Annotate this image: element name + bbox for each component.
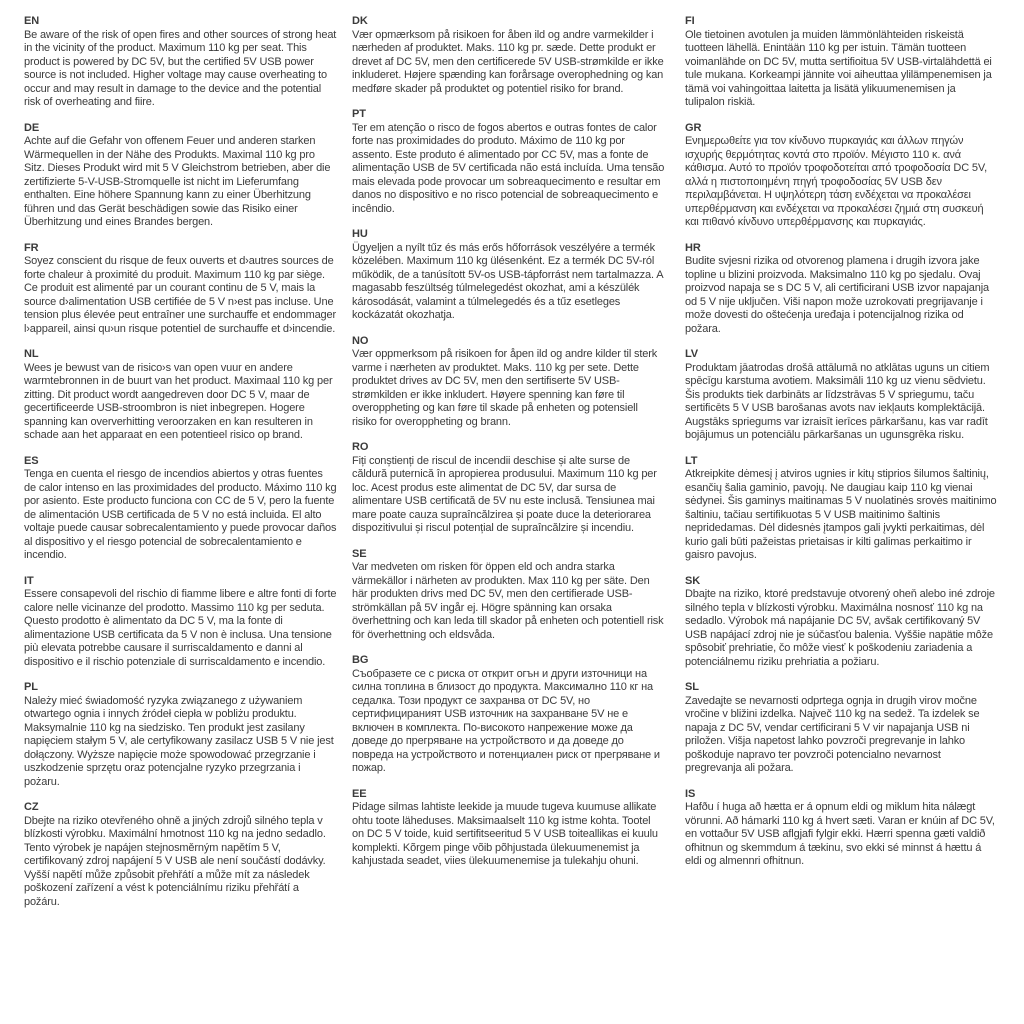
language-section-cz xyxy=(24,801,337,909)
language-code-heading: EE xyxy=(352,787,367,800)
language-section-ro xyxy=(352,441,665,536)
warning-text: Ενημερωθείτε για τον κίνδυνο πυρκαγιάς και άλλων πηγών ισχυρής θερμότητας κοντά στο προϊόν. Μέγιστο 110 κ. ανά κάθισμα. Αυτό το προϊόν τροφοδοτείται από τροφοδοσία DC 5V, αλλά η πιστοποιημένη πηγή τροφοδοσίας 5V USB δεν περιλαμβάνεται. Η υψηλότερη τάση ενδέχεται να προκαλέσει υπερθέρμανση και ενδέχεται να προκαλέσει ζημιά στη συσκευή και πιθανό κίνδυνο υπερθέρμανσης και πυρκαγιάς. xyxy=(685,135,987,228)
language-code-heading: DK xyxy=(352,15,368,27)
warning-text: Съобразете се с риска от открит огън и други източници на силна топлина в близост до продукта. Максимално 110 кг на седалка. Този продукт се захранва от DC 5V, но сертифицираният USB източник на захранване 5V не е включен в комплекта. По-високото напрежение може да доведе до прегряване на устройството и да доведе до повреда на устройството и потенциален риск от прегряване и пожар. xyxy=(352,667,660,774)
language-code-heading: EN xyxy=(24,15,40,27)
language-section-bg xyxy=(352,654,665,776)
language-code-heading: LV xyxy=(685,348,699,360)
language-section-hu xyxy=(352,228,665,323)
language-code-heading: ES xyxy=(24,454,39,467)
language-section-es xyxy=(24,455,337,563)
language-code-heading: DE xyxy=(24,121,40,134)
language-code-heading: FR xyxy=(24,241,39,254)
language-code-heading: IT xyxy=(24,574,34,587)
language-section-pt xyxy=(352,108,665,216)
language-code-heading: SL xyxy=(685,681,699,693)
warning-text: Pidage silmas lahtiste leekide ja muude tugeva kuumuse allikate ohtu toote läheduses. Maksimaalselt 110 kg istme kohta. Tootel on DC 5 V toide, kuid sertifitseeritud 5 V USB toiteallikas ei kuulu komplekti. Kõrgem pinge võib põhjustada ülekuumenemist ja kahjustada seadet, viies ülekuumenemise ja tulekahju ohuni. xyxy=(352,801,658,867)
warning-text: Essere consapevoli del rischio di fiamme libere e altre fonti di forte calore nelle vicinanze del prodotto. Massimo 110 kg per seduta. Questo prodotto è alimentato da DC 5 V, ma la fonte di alimentazione USB certificata da 5 V non è inclusa. Una tensione più elevata potrebbe causare il surriscaldamento e danni al dispositivo e il rischio potenziale di surriscaldamento e incendio. xyxy=(24,588,337,668)
warning-text: Ole tietoinen avotulen ja muiden lämmönlähteiden riskeistä tuotteen lähellä. Enintään 110 kg per istuin. Tämän tuotteen voimanlähde on DC 5V, mutta sertifioitua 5V USB-virtalähdettä ei tule mukana. Korkeampi jännite voi aiheuttaa ylilämpenemisen ja tämä voi vahingoittaa laitetta ja lisätä ylikuumenemisen ja tulipalon riskiä. xyxy=(685,28,992,108)
warning-text: Be aware of the risk of open fires and other sources of strong heat in the vicinity of the product. Maximum 110 kg per seat. This product is powered by DC 5V, but the certified 5V USB power source is not included. Higher voltage may cause overheating to occur and may result in damage to the device and the potential risk of overheating and fiire. xyxy=(24,28,337,108)
language-section-lt xyxy=(685,455,998,563)
language-code-heading: BG xyxy=(352,654,369,666)
language-section-se xyxy=(352,548,665,643)
language-section-lv xyxy=(685,348,998,443)
language-code-heading: HU xyxy=(352,228,368,240)
language-code-heading: FI xyxy=(685,15,695,27)
warning-text: Fiți conștienți de riscul de incendii deschise și alte surse de căldură puternică în apropierea produsului. Maximum 110 kg per loc. Acest produs este alimentat de DC 5V, dar sursa de alimentare USB certificată de 5V nu este inclusă. Tensiunea mai mare poate cauza supraîncălzirea și poate duce la deteriorarea dispozitivului și riscul potențial de supraîncălzire și incendiu. xyxy=(352,454,657,534)
language-section-fr xyxy=(24,242,337,337)
language-section-ee xyxy=(352,788,665,869)
warning-text: Atkreipkite dėmesį į atviros ugnies ir kitų stiprios šilumos šaltinių, esančių šalia gaminio, pavojų. Ne daugiau kaip 110 kg vienai sėdynei. Šis gaminys maitinamas 5 V nuolatinės srovės maitinimo šaltiniu, tačiau sertifikuotas 5 V USB maitinimo šaltinis nepridedamas. Dėl didesnės įtampos gali įvykti perkaitimas, dėl kurio gali būti pažeistas prietaisas ir kilti galimas perkaitimo ir gaisro pavojus. xyxy=(685,468,997,561)
language-code-heading: PT xyxy=(352,108,366,120)
language-code-heading: RO xyxy=(352,441,369,453)
language-section-fi xyxy=(685,15,998,110)
warning-text: Vær opmærksom på risikoen for åben ild og andre varmekilder i nærheden af produktet. Maks. 110 kg pr. sæde. Dette produkt er drevet af DC 5V, men den certificerede 5V USB-strømkilde er ikke inkluderet. Højere spænding kan forårsage overophedning og kan medføre skader på produktet og potentiel risiko for brand. xyxy=(352,28,664,95)
warning-text: Dbejte na riziko otevřeného ohně a jiných zdrojů silného tepla v blízkosti výrobku. Maximální hmotnost 110 kg na jedno sedadlo. Tento výrobek je napájen stejnosměrným napětím 5 V, certifikovaný zdroj napájení 5 V USB ale není součástí dodávky. Vyšší napětí může způsobit přehřátí a může mít za následek poškození zařízení a vést k potenciálnímu riziku přehřátí a požáru. xyxy=(24,814,326,908)
warning-text: Należy mieć świadomość ryzyka związanego z używaniem otwartego ognia i innych źródeł ciepła w pobliżu produktu. Maksymalnie 110 kg na siedzisko. Ten produkt jest zasilany napięciem stałym 5 V, ale certyfikowany zasilacz USB 5 V nie jest dołączony. Wyższe napięcie może spowodować przegrzanie i uszkodzenie sprzętu oraz potencjalne ryzyko przegrzania i pożaru. xyxy=(24,694,334,788)
language-code-heading: SK xyxy=(685,574,701,587)
warning-text: Ügyeljen a nyílt tűz és más erős hőforrások veszélyére a termék közelében. Maximum 110 kg ülésenként. Ez a termék DC 5V-ról működik, de a tanúsított 5V-os USB-tápforrást nem tartalmazza. A magasabb feszültség túlmelegedést okozhat, ami a készülék károsodását, valamint a túlmelegedés és a tűz esetleges kockázatát okozhatja. xyxy=(352,241,663,321)
warning-text: Produktam jāatrodas drošā attālumā no atklātas uguns un citiem spēcīgu karstuma avotiem. Maksimāli 110 kg uz vienu sēdvietu. Šis produkts tiek darbināts ar līdzstrāvas 5 V spriegumu, taču sertificēts 5 V USB barošanas avots nav iekļauts komplektācijā. Augstāks spriegums var izraisīt ierīces pārkaršanu, kas var radīt bojājumus un potenciālu pārkaršanas un ugunsgrēka risku. xyxy=(685,361,990,441)
language-code-heading: HR xyxy=(685,241,701,254)
language-section-it xyxy=(24,575,337,670)
language-code-heading: PL xyxy=(24,681,38,693)
text-column-2 xyxy=(352,15,665,881)
warning-text: Soyez conscient du risque de feux ouverts et d›autres sources de forte chaleur à proximité du produit. Maximum 110 kg par siège. Ce produit est alimenté par un courant continu de 5 V, mais la source d›alimentation USB certifiée de 5 V n›est pas incluse. Une tension plus élevée peut entraîner une surchauffe et endommager l›appareil, ainsi qu›un risque potentiel de surchauffe et d›incendie. xyxy=(24,255,337,335)
language-section-pl xyxy=(24,681,337,789)
language-section-en xyxy=(24,15,337,110)
warning-text: Achte auf die Gefahr von offenem Feuer und anderen starken Wärmequellen in der Nähe des Produkts. Maximal 110 kg pro Sitz. Dieses Produkt wird mit 5 V Gleichstrom betrieben, aber die zertifizierte 5-V-USB-Stromquelle ist nicht im Lieferumfang enthalten. Eine höhere Spannung kann zu einer Überhitzung führen und das Gerät beschädigen sowie das Risiko einer Überhitzung und eines Brandes bergen. xyxy=(24,135,331,228)
language-section-de xyxy=(24,122,337,230)
language-code-heading: LT xyxy=(685,454,698,467)
language-code-heading: CZ xyxy=(24,801,39,813)
language-section-nl xyxy=(24,348,337,443)
language-section-sk xyxy=(685,575,998,670)
text-column-1 xyxy=(24,15,337,921)
language-code-heading: NO xyxy=(352,334,369,347)
language-code-heading: IS xyxy=(685,787,696,800)
warning-text: Hafðu í huga að hætta er á opnum eldi og miklum hita nálægt vörunni. Að hámarki 110 kg á hvert sæti. Varan er knúin af DC 5V, en vottaður 5V USB aflgjafi fylgir ekki. Hærri spenna gæti valdið ofhitnun og skemmdum á tækinu, svo ekki sé minnst á hættu á eldi og almennri ofhitnun. xyxy=(685,801,995,867)
language-section-no xyxy=(352,335,665,430)
language-section-dk xyxy=(352,15,665,96)
warning-text: Vær oppmerksom på risikoen for åpen ild og andre kilder til sterk varme i nærheten av produktet. Maks. 110 kg per sete. Dette produktet drives av DC 5V, men den sertifiserte 5V USB-strømkilden er ikke inkludert. Høyere spenning kan føre til overoppheting og kan føre til skade på enheten og potensiell risiko for overoppheting og brann. xyxy=(352,348,658,428)
language-section-sl xyxy=(685,681,998,776)
warning-text: Dbajte na riziko, ktoré predstavuje otvorený oheň alebo iné zdroje silného tepla v blízkosti výrobku. Maximálna nosnosť 110 kg na sedadlo. Výrobok má napájanie DC 5V, avšak certifikovaný 5V USB napájací zdroj nie je súčasťou balenia. Vyššie napätie môže spôsobiť prehriatie, čo môže viesť k poškodeniu zariadenia a potenciálnemu riziku prehriatia a požiaru. xyxy=(685,588,995,668)
language-code-heading: NL xyxy=(24,348,39,360)
language-section-is xyxy=(685,788,998,869)
warning-text: Ter em atenção o risco de fogos abertos e outras fontes de calor forte nas proximidades do produto. Máximo de 110 kg por assento. Este produto é alimentado por CC 5V, mas a fonte de alimentação USB de 5V certificada não está incluída. Uma tensão mais elevada pode provocar um sobreaquecimento e resultar em danos no dispositivo e no risco potencial de sobreaquecimento e incêndio. xyxy=(352,121,665,215)
language-section-gr xyxy=(685,122,998,230)
warning-text: Wees je bewust van de risico›s van open vuur en andere warmtebronnen in de buurt van het product. Maximaal 110 kg per zitting. Dit product wordt aangedreven door DC 5 V, maar de gecertificeerde USB-stroombron is niet inbegrepen. Hogere spanning kan oververhitting veroorzaken en kan resulteren in schade aan het apparaat en een potentieel risico op brand. xyxy=(24,361,333,441)
language-code-heading: GR xyxy=(685,121,702,134)
text-column-3 xyxy=(685,15,998,881)
language-section-hr xyxy=(685,242,998,337)
warning-text: Budite svjesni rizika od otvorenog plamena i drugih izvora jake topline u blizini proizvoda. Maksimalno 110 kg po sjedalu. Ovaj proizvod napaja se s DC 5 V, ali certificirani USB izvor napajanja od 5 V nije uključen. Viši napon može uzrokovati pregrijavanje i može dovesti do oštećenja uređaja i potencijalnog rizika od požara. xyxy=(685,255,989,335)
warning-text: Zavedajte se nevarnosti odprtega ognja in drugih virov močne vročine v bližini izdelka. Največ 110 kg na sedež. Ta izdelek se napaja z DC 5V, vendar certificirani 5 V vir napajanja USB ni priložen. Višja napetost lahko povzroči pregrevanje in lahko poškoduje napravo ter povzroči potencialno nevarnost pregrevanja ali požara. xyxy=(685,694,980,774)
language-code-heading: SE xyxy=(352,547,367,560)
warning-text: Var medveten om risken för öppen eld och andra starka värmekällor i närheten av produkten. Max 110 kg per säte. Den här produkten drivs med DC 5V, men den certifierade USB-strömkällan på 5V ingår ej. Högre spänning kan orsaka överhettning och kan leda till skador på enheten och potentiell risk för överhettning och eldsvåda. xyxy=(352,561,664,641)
warning-text: Tenga en cuenta el riesgo de incendios abiertos y otras fuentes de calor intenso en las proximidades del producto. Máximo 110 kg por asiento. Este producto funciona con CC de 5 V, pero la fuente de alimentación USB certificada de 5 V no está incluida. El alto voltaje puede causar sobrecalentamiento y puede provocar daños al dispositivo y el riesgo potencial de sobrecalentamiento e incendio. xyxy=(24,468,337,561)
